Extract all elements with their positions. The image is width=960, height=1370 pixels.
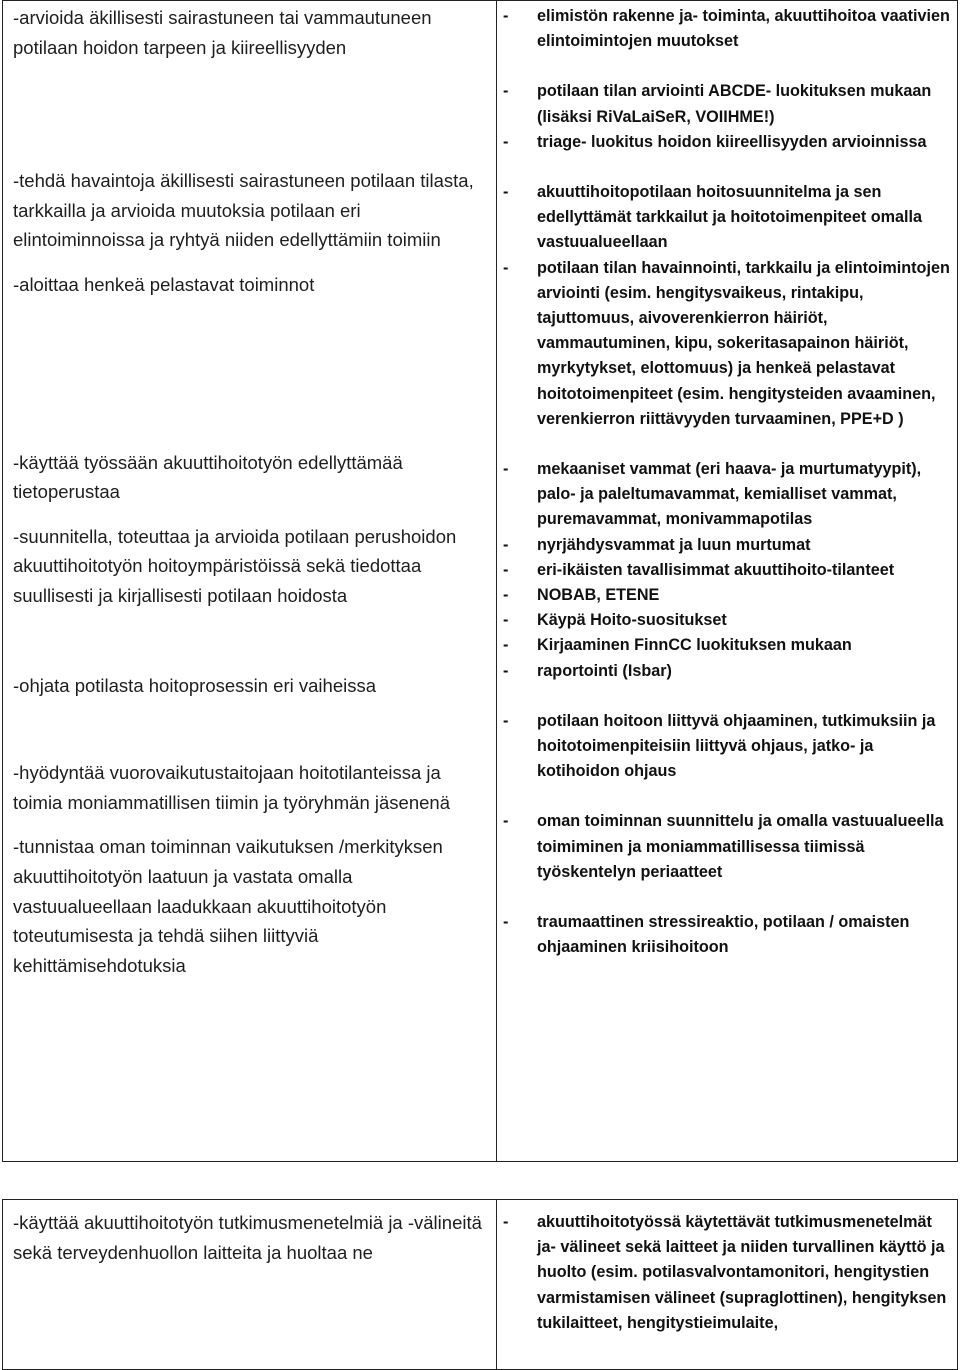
list-item: - potilaan hoitoon liittyvä ohjaaminen, tutkimuksiin ja hoitotoimenpiteisiin liittyvä ohjaus, jatko- ja kotihoidon ohjaus	[497, 709, 957, 785]
list-item: - nyrjähdysvammat ja luun murtumat	[497, 533, 957, 558]
list-item: - triage- luokitus hoidon kiireellisyyden arvioinnissa	[497, 130, 957, 155]
list-item: - eri-ikäisten tavallisimmat akuuttihoito-tilanteet	[497, 558, 957, 583]
competence-text: -käyttää akuuttihoitotyön tutkimusmenetelmiä ja -välineitä sekä terveydenhuollon laitteita ja huoltaa ne	[13, 1212, 482, 1263]
table-row	[3, 1, 958, 1162]
table-cell-empty	[497, 1162, 958, 1200]
list-item: - potilaan tilan havainnointi, tarkkailu ja elintoimintojen arviointi (esim. hengitysvaikeus, rintakipu, tajuttomuus, aivoverenkierron häiriöt, vammautuminen, kipu, sokeritasapainon häiriöt, myrkytykset, elottomuus) ja henkeä pelastavat hoitotoimenpiteet (esim. hengitysteiden avaaminen, verenkierron riittävyyden turvaaminen, PPE+D )	[497, 256, 957, 432]
competence-text: -arvioida äkillisesti sairastuneen tai vammautuneen potilaan hoidon tarpeen ja kiireellisyyden	[13, 7, 432, 58]
competence-text: -tehdä havaintoja äkillisesti sairastuneen potilaan tilasta, tarkkailla ja arvioida muutoksia potilaan eri elintoiminnoissa ja ryhtyä niiden edellyttämiin toimiin	[13, 170, 474, 251]
table-cell-right	[497, 1200, 958, 1370]
list-item: - Kirjaaminen FinnCC luokituksen mukaan	[497, 633, 957, 658]
list-item: - NOBAB, ETENE	[497, 583, 957, 608]
list-item: - Käypä Hoito-suositukset	[497, 608, 957, 633]
table-row-spacer	[3, 1162, 958, 1200]
list-item: - akuuttihoitotyössä käytettävät tutkimusmenetelmät ja- välineet sekä laitteet ja niiden turvallinen käyttö ja huolto (esim. potilasvalvontamonitori, hengitystien varmistamisen välineet (supraglottinen), hengityksen tukilaitteet, hengitystieimulaite,	[497, 1210, 957, 1336]
list-item: - traumaattinen stressireaktio, potilaan / omaisten ohjaaminen kriisihoitoon	[497, 910, 957, 960]
list-item: - mekaaniset vammat (eri haava- ja murtumatyypit), palo- ja paleltumavammat, kemialliset vammat, puremavammat, monivammapotilas	[497, 457, 957, 533]
list-item: - potilaan tilan arviointi ABCDE- luokituksen mukaan (lisäksi RiVaLaiSeR, VOIIHME!)	[497, 79, 957, 129]
table-row	[3, 1200, 958, 1370]
competence-text: -hyödyntää vuorovaikutustaitojaan hoitotilanteissa ja toimia moniammatillisen tiimin ja työryhmän jäsenenä	[13, 762, 450, 813]
table-cell-right	[497, 1, 958, 1162]
competence-text: -ohjata potilasta hoitoprosessin eri vaiheissa	[13, 674, 377, 696]
list-item: - oman toiminnan suunnittelu ja omalla vastuualueella toimiminen ja moniammatillisessa tiimissä työskentelyn periaatteet	[497, 809, 957, 885]
table-cell-empty	[3, 1162, 497, 1200]
competence-text: -suunnitella, toteuttaa ja arvioida potilaan perushoidon akuuttihoitotyön hoitoympäristöissä sekä tiedottaa suullisesti ja kirjallisesti potilaan hoidosta	[13, 525, 457, 606]
competence-table	[2, 0, 958, 1370]
competence-text: -tunnistaa oman toiminnan vaikutuksen /merkityksen akuuttihoitotyön laatuun ja vastata omalla vastuualueellaan laadukkaan akuuttihoitotyön toteutumisesta ja tehdä siihen liittyviä kehittämisehdotuksia	[13, 836, 443, 976]
table-cell-left	[3, 1, 497, 1162]
competence-text: -aloittaa henkeä pelastavat toiminnot	[13, 273, 315, 295]
competence-text: -käyttää työssään akuuttihoitotyön edellyttämää tietoperustaa	[13, 451, 403, 503]
list-item: - raportointi (Isbar)	[497, 659, 957, 684]
table-cell-left	[3, 1200, 497, 1370]
list-item: - elimistön rakenne ja- toiminta, akuuttihoitoa vaativien elintoimintojen muutokset	[497, 4, 957, 54]
list-item: - akuuttihoitopotilaan hoitosuunnitelma ja sen edellyttämät tarkkailut ja hoitotoimenpiteet omalla vastuualueellaan	[497, 180, 957, 256]
